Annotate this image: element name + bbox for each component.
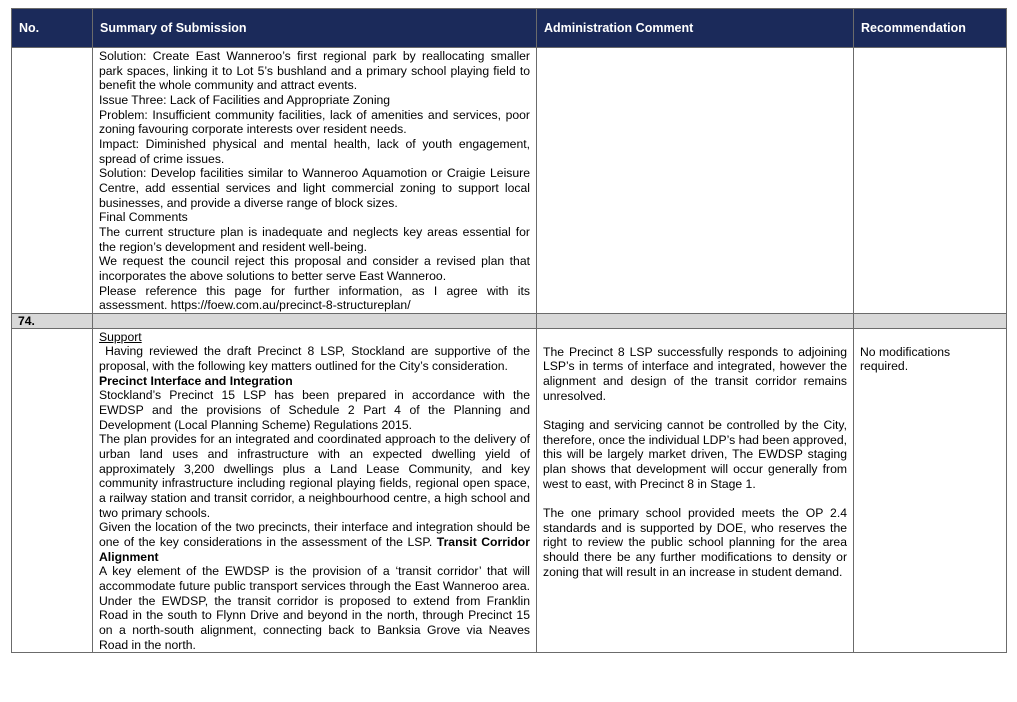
- cell-comment: [537, 48, 854, 314]
- cell-recommendation: [854, 48, 1007, 314]
- comment-paragraph: Staging and servicing cannot be controlled by the City, therefore, once the individual LDP’s had been approved, this will be largely market driven, The EWDSP staging plan shows that development will occur generally from west to east, with Precinct 8 in Stage 1.: [543, 418, 847, 491]
- cell-summary: [93, 328, 537, 652]
- header-comment: Administration Comment: [537, 9, 854, 48]
- cell-comment: [537, 328, 854, 652]
- submissions-table: [11, 8, 1007, 653]
- summary-paragraph: [99, 520, 530, 564]
- summary-line: Problem: Insufficient community facilities, lack of amenities and services, poor zoning favouring corporate interests over resident needs.: [99, 107, 530, 137]
- cell-no: [12, 48, 93, 314]
- recommendation-text: No modifications required.: [860, 344, 951, 374]
- table-header-row: [12, 9, 1007, 48]
- separator-cell: [93, 313, 537, 328]
- summary-paragraph: Stockland’s Precinct 15 LSP has been prepared in accordance with the EWDSP and the provisions of Schedule 2 Part 4 of the Planning and Development (Local Planning Scheme) Regulations 2015.: [99, 388, 530, 432]
- section-heading: Transit Corridor Alignment: [99, 535, 530, 564]
- summary-line: Final Comments: [99, 210, 188, 225]
- summary-line: We request the council reject this proposal and consider a revised plan that incorporates the above solutions to better serve East Wanneroo.: [99, 254, 530, 283]
- summary-text: Given the location of the two precincts, their interface and integration should be one of the key considerations in the assessment of the LSP.: [99, 520, 530, 549]
- summary-line: Issue Three: Lack of Facilities and Appropriate Zoning: [99, 92, 391, 107]
- separator-cell: [854, 313, 1007, 328]
- summary-line: The current structure plan is inadequate and neglects key areas essential for the region’s development and resident well-being.: [99, 224, 530, 254]
- summary-paragraph: The plan provides for an integrated and coordinated approach to the delivery of urban land uses and infrastructure with an expected dwelling yield of approximately 3,200 dwellings plus a Land Lease Community, and key community infrastructure including regional playing fields, regional open space, a railway station and transit corridor, a neighbourhood centre, a high school and two primary schools.: [99, 432, 530, 520]
- summary-line: Solution: Create East Wanneroo’s first regional park by reallocating smaller park spaces, linking it to Lot 5’s bushland and a primary school playing field to benefit the whole community and attract events.: [99, 49, 530, 93]
- cell-summary: [93, 48, 537, 314]
- submission-number: 74.: [12, 313, 93, 328]
- cell-no: [12, 328, 93, 652]
- table-row: [12, 48, 1007, 314]
- section-heading: Precinct Interface and Integration: [99, 373, 293, 388]
- summary-paragraph: A key element of the EWDSP is the provision of a ‘transit corridor’ that will accommodate future public transport services through the East Wanneroo area. Under the EWDSP, the transit corridor is proposed to extend from Franklin Road in the south to Flynn Drive and beyond in the north, through Precinct 15 on a north-south alignment, connecting back to Banksia Grove via Neaves Road in the north.: [99, 564, 530, 652]
- table-row: [12, 328, 1007, 652]
- header-no: No.: [12, 9, 93, 48]
- header-summary: Summary of Submission: [93, 9, 537, 48]
- header-recommendation: Recommendation: [854, 9, 1007, 48]
- support-heading: Support: [99, 329, 142, 344]
- submission-number-row: [12, 313, 1007, 328]
- paragraph-gap: [543, 403, 847, 418]
- comment-paragraph: The Precinct 8 LSP successfully responds to adjoining LSP’s in terms of interface and integrated, however the alignment and design of the transit corridor remains unresolved.: [543, 344, 847, 403]
- summary-paragraph: Having reviewed the draft Precinct 8 LSP, Stockland are supportive of the proposal, with the following key matters outlined for the City’s consideration.: [99, 344, 534, 374]
- summary-line: Solution: Develop facilities similar to Wanneroo Aquamotion or Craigie Leisure Centre, add essential services and light commercial zoning to support local businesses, and provide a diverse range of block sizes.: [99, 166, 530, 210]
- summary-line: Impact: Diminished physical and mental health, lack of youth engagement, spread of crime issues.: [99, 136, 530, 166]
- comment-paragraph: The one primary school provided meets the OP 2.4 standards and is supported by DOE, who reserves the right to review the public school planning for the area should there be any further modifications to density or zoning that will result in an increase in student demand.: [543, 506, 847, 579]
- summary-line: Please reference this page for further information, as I agree with its assessment. https://foew.com.au/precinct-8-structureplan/: [99, 283, 530, 313]
- separator-cell: [537, 313, 854, 328]
- cell-recommendation: [854, 328, 1007, 652]
- paragraph-gap: [543, 491, 847, 506]
